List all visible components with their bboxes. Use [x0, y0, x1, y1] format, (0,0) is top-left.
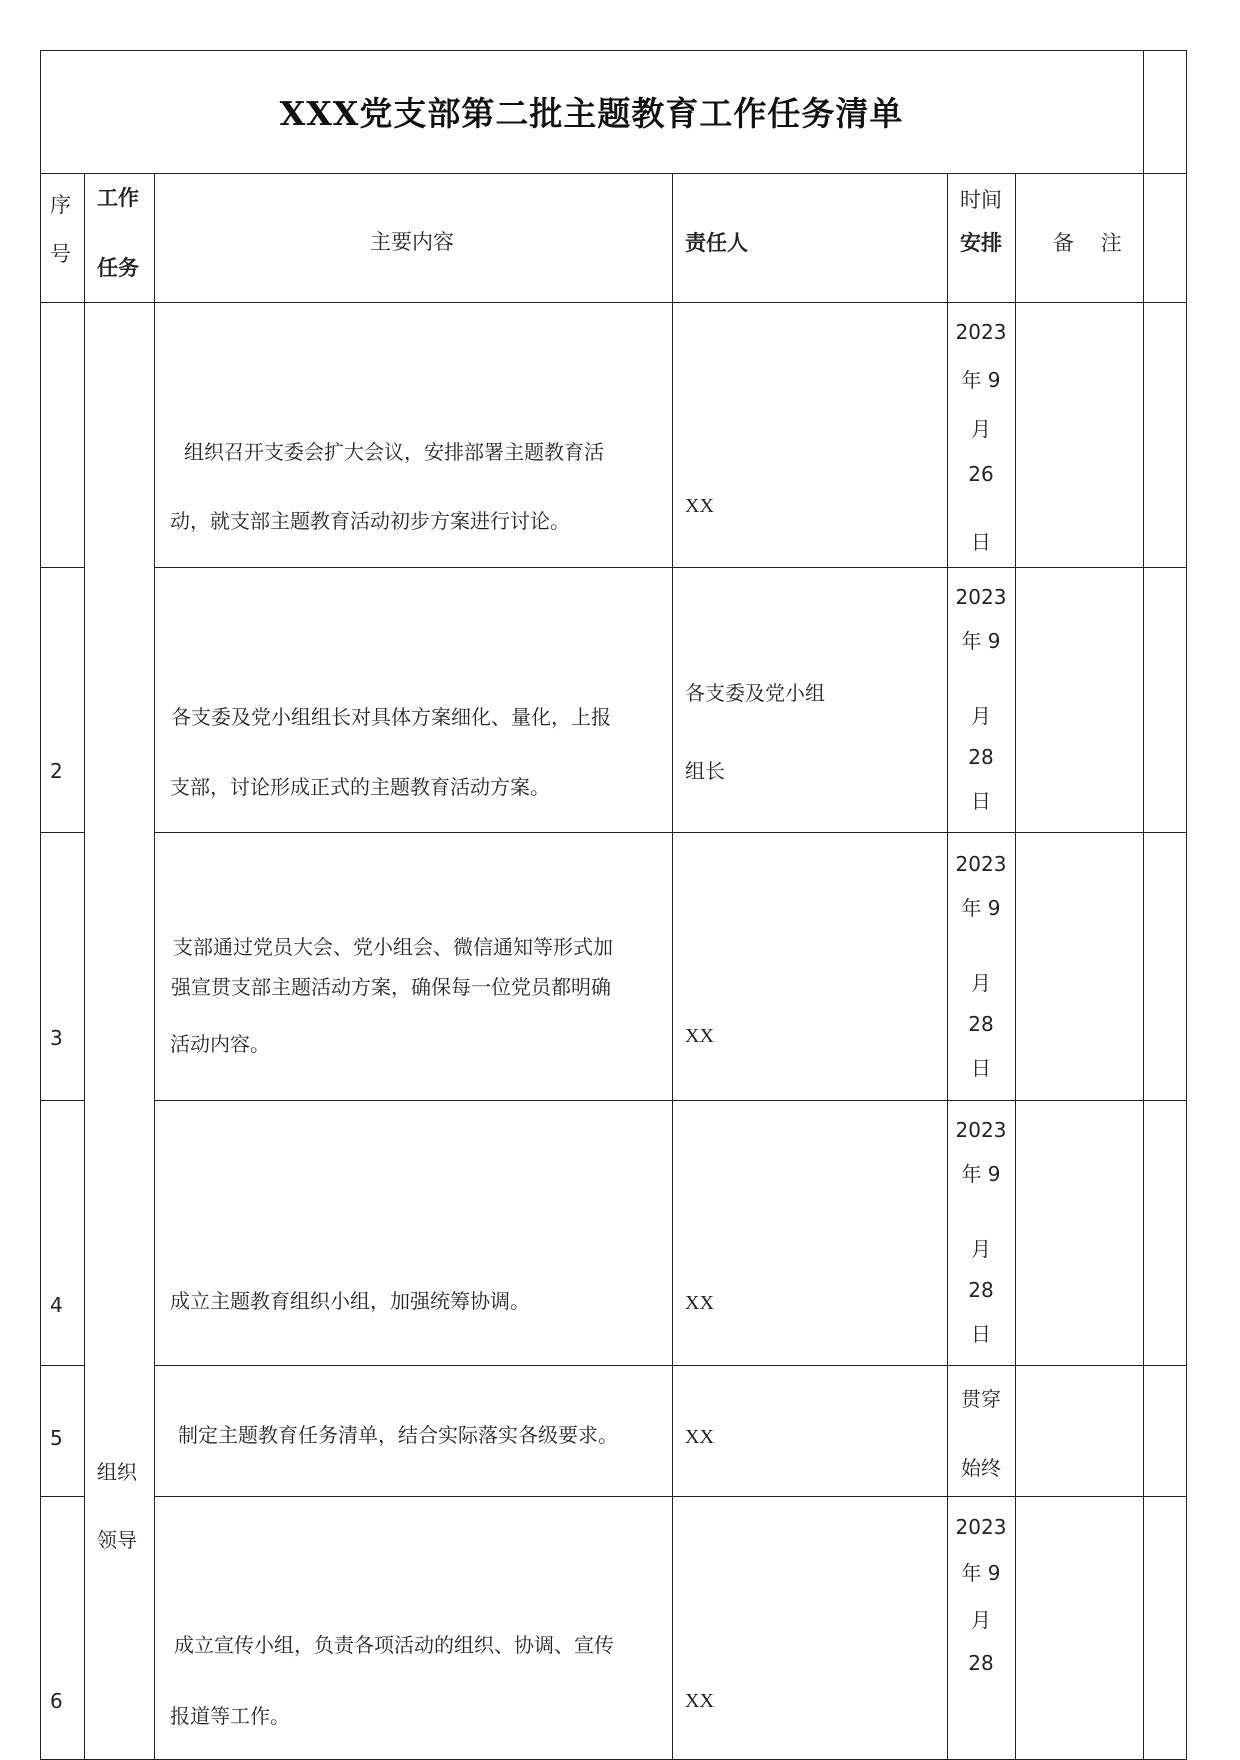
row-schedule: [947, 320, 1015, 555]
header-task-line2: 任务: [97, 256, 139, 280]
schedule-day: 28: [968, 745, 994, 769]
row-seq: 5: [50, 1426, 63, 1450]
row-schedule: [947, 1118, 1015, 1347]
row-content-line: 成立宣传小组，负责各项活动的组织、协调、宣传: [174, 1633, 614, 1657]
schedule-year: 2023: [955, 585, 1007, 609]
schedule-month-label: 年 9: [961, 1561, 1001, 1585]
header-task-line1: 工作: [97, 186, 139, 210]
row-divider: [40, 1100, 84, 1101]
row-divider: [154, 567, 1187, 568]
schedule-day-unit: 日: [971, 1322, 991, 1346]
schedule-day-unit: 日: [971, 789, 991, 813]
schedule-month-unit: 月: [971, 971, 991, 995]
header-seq-line2: 号: [50, 242, 71, 266]
row-content-line: 支部通过党员大会、党小组会、微信通知等形式加: [173, 935, 613, 959]
group-label-line1: 组织: [97, 1460, 137, 1484]
row-divider: [40, 832, 84, 833]
row-divider: [154, 1365, 1187, 1366]
row-divider: [40, 1496, 84, 1497]
schedule-day: 28: [968, 1278, 994, 1302]
row-content-line: 组织召开支委会扩大会议，安排部署主题教育活: [184, 440, 604, 464]
row-owner: XX: [685, 495, 714, 517]
row-content-line: 强宣贯支部主题活动方案，确保每一位党员都明确: [171, 975, 611, 999]
row-seq: 3: [50, 1026, 63, 1050]
row-owner-line: 组长: [685, 759, 725, 783]
group-label-line2: 领导: [97, 1528, 137, 1552]
row-divider: [154, 1496, 1187, 1497]
column-divider: [1015, 173, 1016, 1760]
row-content-line: 制定主题教育任务清单，结合实际落实各级要求。: [178, 1423, 618, 1447]
schedule-month-unit: 月: [971, 704, 991, 728]
document-title: XXX党支部第二批主题教育工作任务清单: [279, 94, 904, 133]
schedule-year: 2023: [955, 320, 1007, 344]
row-divider: [40, 567, 84, 568]
schedule-day: 28: [968, 1012, 994, 1036]
header-schedule-line2: 安排: [960, 231, 1002, 255]
row-seq: 2: [50, 759, 63, 783]
schedule-day-unit: 日: [971, 1056, 991, 1080]
column-divider: [154, 173, 155, 1760]
row-owner: XX: [685, 1690, 714, 1712]
row-owner-line: 各支委及党小组: [685, 681, 825, 705]
row-content-line: 各支委及党小组组长对具体方案细化、量化，上报: [171, 705, 611, 729]
header-schedule-line1: 时间: [960, 188, 1002, 212]
schedule-year: 2023: [955, 1118, 1007, 1142]
row-schedule: [947, 585, 1015, 814]
row-schedule: [947, 852, 1015, 1081]
column-divider: [1143, 50, 1144, 1760]
schedule-month-unit: 月: [971, 1608, 991, 1632]
row-divider: [154, 832, 1187, 833]
schedule-line: 贯穿: [961, 1387, 1001, 1411]
row-divider: [40, 1365, 84, 1366]
row-content-line: 动，就支部主题教育活动初步方案进行讨论。: [170, 509, 570, 533]
schedule-month-label: 年 9: [961, 368, 1001, 392]
schedule-day: 26: [968, 462, 994, 486]
header-seq-line1: 序: [50, 193, 71, 217]
row-owner: XX: [685, 1025, 714, 1047]
column-divider: [672, 173, 673, 1760]
schedule-line: 始终: [961, 1456, 1001, 1480]
header-remarks: 备 注: [1053, 231, 1122, 255]
schedule-month-label: 年 9: [961, 1162, 1001, 1186]
schedule-month-label: 年 9: [961, 629, 1001, 653]
schedule-day-unit: 日: [971, 530, 991, 554]
row-seq: 6: [50, 1689, 63, 1713]
schedule-month-unit: 月: [971, 1237, 991, 1261]
row-content-line: 报道等工作。: [170, 1704, 290, 1728]
row-schedule: [947, 1383, 1015, 1481]
row-divider: [154, 1100, 1187, 1101]
header-content: 主要内容: [370, 230, 454, 254]
schedule-year: 2023: [955, 852, 1007, 876]
row-content-line: 活动内容。: [170, 1032, 270, 1056]
schedule-month-unit: 月: [971, 417, 991, 441]
header-owner: 责任人: [685, 231, 748, 255]
row-content-line: 支部，讨论形成正式的主题教育活动方案。: [170, 775, 550, 799]
row-content-line: 成立主题教育组织小组，加强统筹协调。: [170, 1289, 530, 1313]
row-owner: XX: [685, 1426, 714, 1448]
schedule-year: 2023: [955, 1515, 1007, 1539]
row-seq: 4: [50, 1293, 63, 1317]
schedule-month-label: 年 9: [961, 896, 1001, 920]
row-owner: XX: [685, 1292, 714, 1314]
row-schedule: [947, 1515, 1015, 1675]
schedule-day: 28: [968, 1651, 994, 1675]
column-divider: [84, 173, 85, 1760]
